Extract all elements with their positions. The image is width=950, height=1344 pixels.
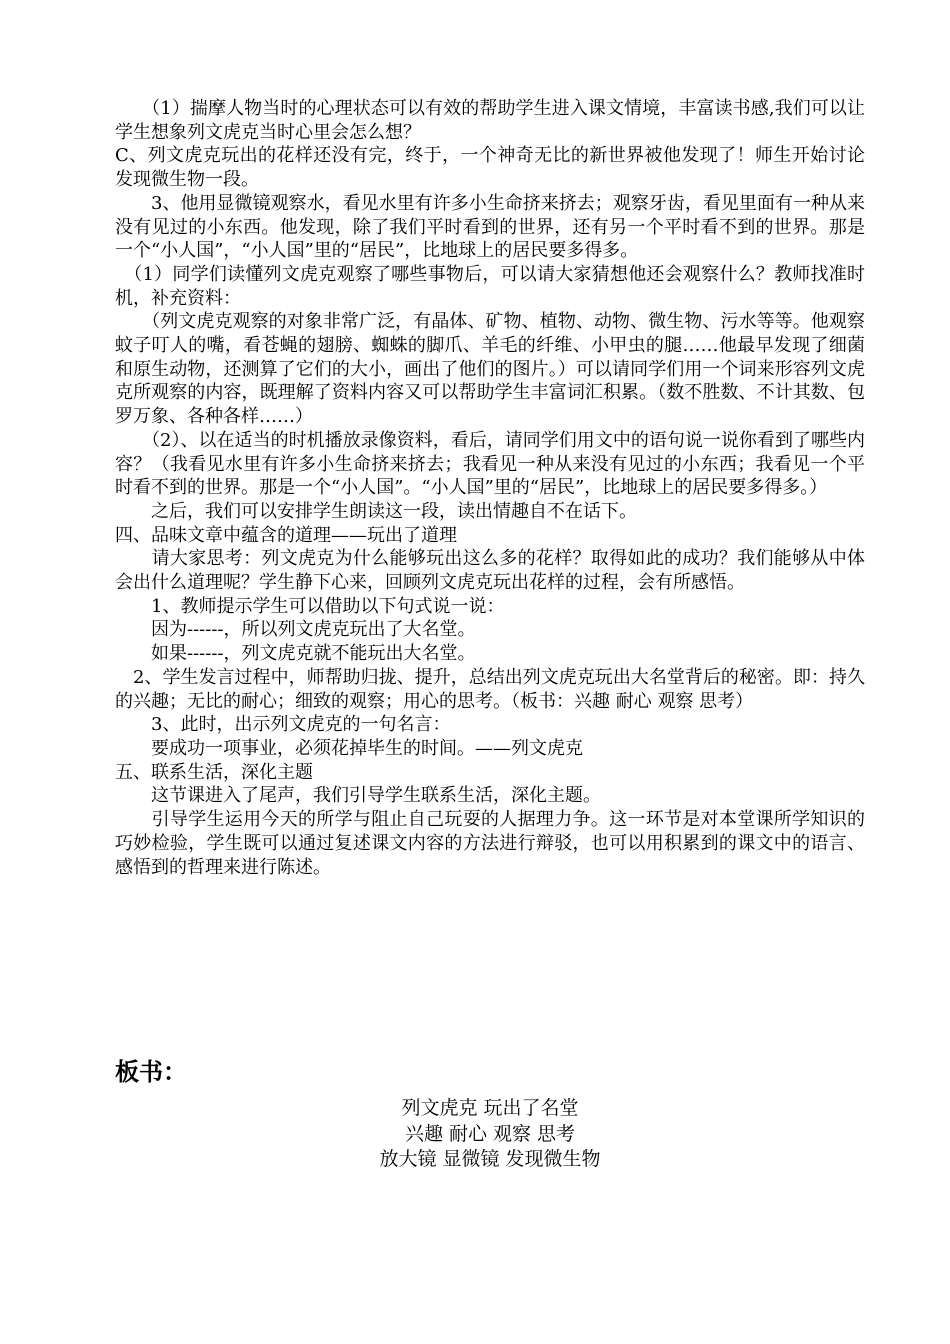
paragraph: （2）、以在适当的时机播放录像资料，看后，请同学们用文中的语句说一说你看到了哪些内容？（我看见水里有许多小生命挤来挤去；我看见一种从来没有见过的小东西；我看见一个平时看不到的世界。那是一个“小人国”。“小人国”里的“居民”，比地球上的居民要多得多。） [115,429,865,499]
paragraph: （1）揣摩人物当时的心理状态可以有效的帮助学生进入课文情境，丰富读书感,我们可以让学生想象列文虎克当时心里会怎么想？ [115,98,865,143]
paragraph: C、列文虎克玩出的花样还没有完，终于，一个神奇无比的新世界被他发现了！师生开始讨论发现微生物一段。 [115,145,865,191]
paragraph: （1）同学们读懂列文虎克观察了哪些事物后，可以请大家猜想他还会观察什么？教师找准时机，补充资料： [115,263,865,309]
sentence-pattern: 如果------，列文虎克就不能玩出大名堂。 [115,643,476,665]
section-heading: 四、品味文章中蕴含的道理——玩出了道理 [115,524,457,546]
board-title: 板书： [115,1058,187,1086]
paragraph: 3、他用显微镜观察水，看见水里有许多小生命挤来挤去；观察牙齿，看见里面有一种从来没有见过的小东西。他发现，除了我们平时看到的世界，还有另一个平时看不到的世界。那是一个“小人国”，“小人国”里的“居民”，比地球上的居民要多得多。 [115,192,865,262]
board-line: 列文虎克 玩出了名堂 [401,1097,579,1119]
board-content [115,1096,865,1173]
paragraph: 2、学生发言过程中，师帮助归拢、提升，总结出列文虎克玩出大名堂背后的秘密。即：持久的兴趣；无比的耐心；细致的观察；用心的思考。（板书：兴趣 耐心 观察 思考） [115,666,865,712]
paragraph: 1、教师提示学生可以借助以下句式说一说： [115,595,505,617]
paragraph: 之后，我们可以安排学生朗读这一段，读出情趣自不在话下。 [115,500,637,522]
board-line: 兴趣 耐心 观察 思考 [404,1122,576,1145]
board-line: 放大镜 显微镜 发现微生物 [379,1148,601,1170]
paragraph: 请大家思考：列文虎克为什么能够玩出这么多的花样？取得如此的成功？我们能够从中体会出什么道理呢？学生静下心来，回顾列文虎克玩出花样的过程，会有所感悟。 [115,548,865,594]
paragraph: 引导学生运用今天的所学与阻止自己玩耍的人据理力争。这一环节是对本堂课所学知识的巧妙检验，学生既可以通过复述课文内容的方法进行辩驳，也可以用积累到的课文中的语言、感悟到的哲理来进行陈述。 [115,809,865,878]
paragraph: （列文虎克观察的对象非常广泛，有晶体、矿物、植物、动物、微生物、污水等等。他观察蚊子叮人的嘴，看苍蝇的翅膀、蜘蛛的脚爪、羊毛的纤维、小甲虫的腿……他最早发现了细菌和原生动物，还测算了它们的大小，画出了他们的图片。）可以请同学们用一个词来形容列文虎克所观察的内容，既理解了资料内容又可以帮助学生丰富词汇积累。（数不胜数、不计其数、包罗万象、各种各样……） [115,311,865,428]
document-body [115,97,865,879]
paragraph: 3、此时，出示列文虎克的一句名言： [115,714,451,736]
section-heading: 五、联系生活，深化主题 [115,761,313,783]
sentence-pattern: 因为------，所以列文虎克玩出了大名堂。 [115,619,476,641]
paragraph: 这节课进入了尾声，我们引导学生联系生活，深化主题。 [115,785,601,807]
quote: 要成功一项事业，必须花掉毕生的时间。——列文虎克 [115,737,583,759]
